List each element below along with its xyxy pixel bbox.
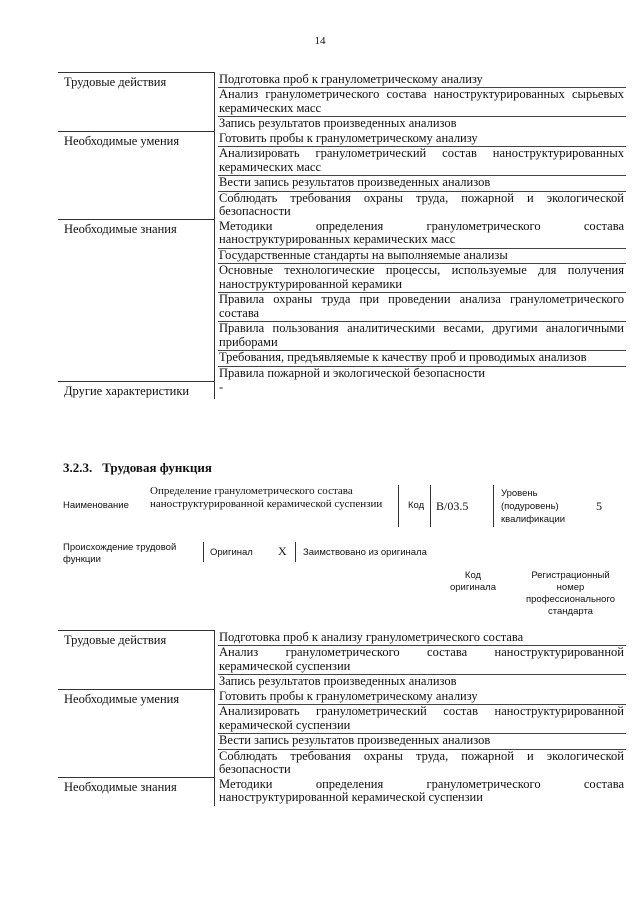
level-label-text: Уровень (подуровень) квалификации: [501, 488, 566, 525]
list-item: Основные технологические процессы, используемые для получения наноструктурированной керамики: [218, 264, 626, 293]
list-item: Анализ гранулометрического состава наноструктурированной керамической суспензии: [218, 646, 626, 675]
row-label-cell: [58, 631, 215, 690]
table-row: [58, 132, 626, 220]
row-items-cell: [215, 132, 627, 220]
function-header: [63, 485, 633, 535]
table-row: [58, 381, 626, 399]
row-label-cell: [58, 132, 215, 220]
section-number: 3.2.3.: [63, 460, 93, 475]
list-item: Соблюдать требования охраны труда, пожарной и экологической безопасности: [219, 190, 624, 218]
origin-borrowed-label: Заимствовано из оригинала: [303, 547, 427, 558]
row-label-cell: [58, 381, 215, 399]
divider: [203, 542, 204, 562]
list-item: Подготовка проб к гранулометрическому анализу: [218, 73, 626, 89]
list-item: Методики определения гранулометрического состава наноструктурированной керамической суспензии: [219, 776, 624, 804]
row-items-cell: [215, 778, 627, 806]
row-items-cell: [215, 631, 627, 690]
divider: [295, 542, 296, 562]
divider: [430, 485, 431, 527]
registration-number-label: Регистрационный номер профессионального стандарта: [526, 570, 615, 617]
divider: [398, 485, 399, 527]
origin-section: [63, 542, 633, 622]
row-items-cell: [215, 381, 627, 399]
list-item: Правила пользования аналитическими весами, другими аналогичными приборами: [218, 322, 626, 351]
row-label: Трудовые действия: [64, 633, 167, 647]
function-name: Определение гранулометрического состава наноструктурированной керамической суспензии: [150, 485, 383, 510]
code-label: Код: [408, 500, 425, 511]
section-title: Трудовая функция: [102, 460, 212, 475]
row-label: Необходимые знания: [64, 222, 177, 236]
list-item: Правила охраны труда при проведении анализа гранулометрического состава: [218, 293, 626, 322]
list-item: Правила пожарной и экологической безопасности: [219, 365, 486, 380]
list-item: Методики определения гранулометрического состава наноструктурированных керамических масс: [218, 220, 626, 249]
name-label: Наименование: [63, 500, 129, 511]
competency-table-1: [58, 72, 626, 399]
table-row: [58, 73, 626, 132]
row-label-cell: [58, 220, 215, 382]
table-body: [58, 631, 626, 806]
list-item: Анализировать гранулометрический состав наноструктурированной керамической суспензии: [218, 705, 626, 734]
table-body: [58, 73, 626, 399]
list-item: Готовить пробы к гранулометрическому анализу: [218, 132, 626, 148]
list-item: Анализировать гранулометрический состав наноструктурированных керамических масс: [218, 147, 626, 176]
list-item: Требования, предъявляемые к качеству проб и проводимых анализов: [218, 351, 626, 367]
level-label: [501, 487, 581, 526]
table-row: [58, 220, 626, 382]
row-label: Другие характеристики: [64, 383, 190, 398]
table-row: [58, 690, 626, 778]
row-label-cell: [58, 73, 215, 132]
list-item: Готовить пробы к гранулометрическому анализу: [218, 690, 626, 706]
row-label: Необходимые знания: [64, 780, 177, 794]
list-item: Анализ гранулометрического состава наноструктурированных сырьевых керамических масс: [218, 88, 626, 117]
origin-original-label: Оригинал: [210, 547, 253, 558]
list-item: Подготовка проб к анализу гранулометрического состава: [218, 631, 626, 647]
origin-mark: X: [278, 544, 287, 558]
competency-table-2: [58, 630, 626, 806]
code-value: B/03.5: [436, 499, 469, 513]
row-items-cell: [215, 220, 627, 382]
table-row: [58, 778, 626, 806]
row-items-cell: [215, 73, 627, 132]
row-label-cell: [58, 778, 215, 806]
level-value: 5: [596, 499, 602, 513]
origin-label: Происхождение трудовой функции: [63, 542, 177, 565]
list-item: Соблюдать требования охраны труда, пожарной и экологической безопасности: [219, 748, 624, 776]
code-original-label: Код оригинала: [449, 570, 496, 593]
row-label: Необходимые умения: [64, 134, 180, 148]
list-item: -: [219, 380, 224, 394]
list-item: Запись результатов произведенных анализов: [219, 674, 457, 688]
list-item: Вести запись результатов произведенных анализов: [218, 734, 626, 750]
page-number: 14: [314, 35, 326, 47]
list-item: Запись результатов произведенных анализов: [219, 116, 457, 130]
table-row: [58, 631, 626, 690]
row-label: Необходимые умения: [64, 692, 180, 706]
row-label-cell: [58, 690, 215, 778]
row-items-cell: [215, 690, 627, 778]
row-label: Трудовые действия: [64, 75, 167, 89]
divider: [493, 485, 494, 527]
list-item: Вести запись результатов произведенных анализов: [218, 176, 626, 192]
list-item: Государственные стандарты на выполняемые анализы: [218, 249, 626, 265]
section-heading: [63, 460, 212, 476]
